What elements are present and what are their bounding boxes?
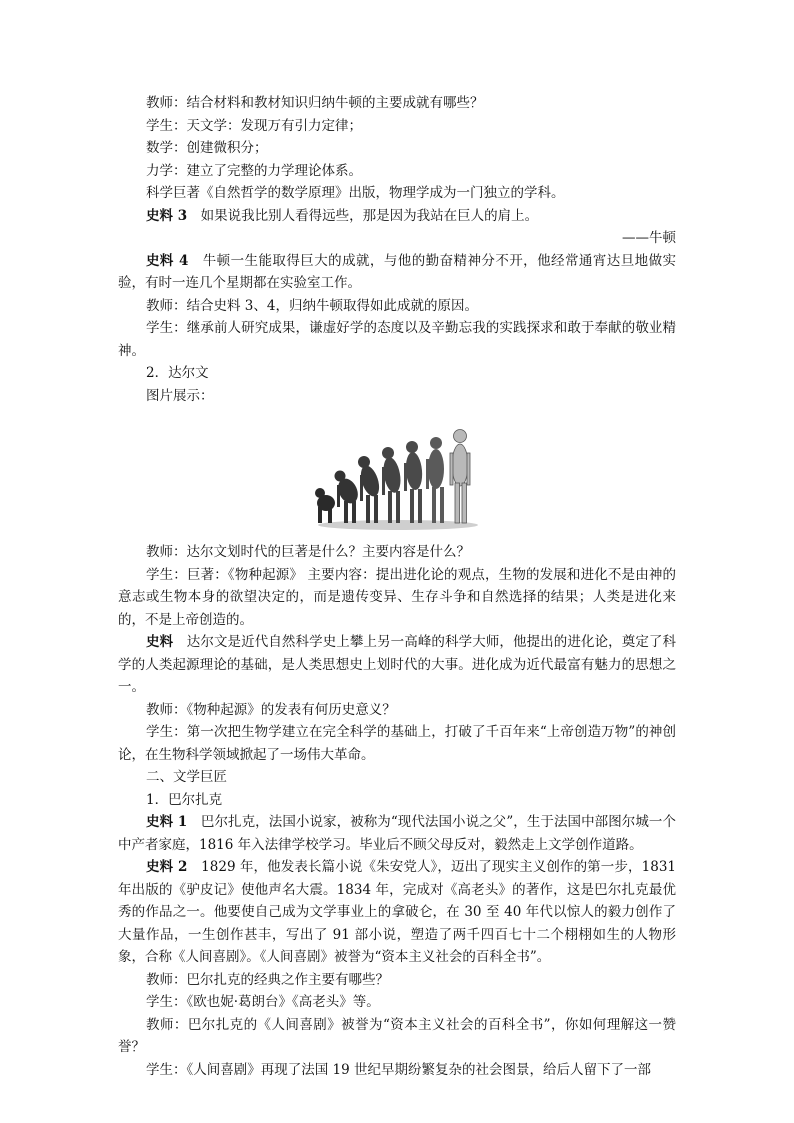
source-label: 史料 4 (146, 252, 189, 269)
text-line: 教师：《物种起源》的发表有何历史意义？ (146, 701, 396, 718)
source-paragraph (118, 205, 676, 228)
source-label: 史料 (146, 634, 174, 650)
text-line: 图片展示： (146, 387, 214, 404)
text-line: 教师：巴尔扎克的经典之作主要有哪些？ (146, 971, 389, 988)
source-paragraph (118, 250, 676, 295)
source-paragraph (118, 856, 676, 969)
source-paragraph (118, 631, 676, 699)
text-line: 教师：巴尔扎克的《人间喜剧》被誉为“资本主义社会的百科全书”，你如何理解这一赞誉？ (118, 1016, 676, 1055)
evolution-image (118, 419, 676, 531)
text-line: 教师：结合材料和教材知识归纳牛顿的主要成就有哪些？ (146, 95, 484, 111)
text-line: 学生：巨著：《物种起源》 主要内容：提出进化论的观点，生物的发展和进化不是由神的意志或生物本身的欲望决定的，而是遗传变异、生存斗争和自然选择的结果；人类是进化来的，不是上帝创造的。 (118, 566, 676, 628)
source-text: 如果说我比别人看得远些，那是因为我站在巨人的肩上。 (187, 207, 539, 224)
text-line: 学生：《人间喜剧》再现了法国 19 世纪早期纷繁复杂的社会图景，给后人留下了一部 (146, 1061, 652, 1078)
source-label: 史料 2 (146, 859, 188, 875)
section-heading: 二、文学巨匠 (146, 769, 227, 785)
text-line: 力学：建立了完整的力学理论体系。 (146, 162, 362, 179)
section-heading: 2．达尔文 (146, 365, 209, 381)
text-line: 数学：创建微积分； (146, 140, 268, 156)
section-heading: 1．巴尔扎克 (146, 791, 223, 808)
source-text: 牛顿一生能取得巨大的成就，与他的勤奋精神分不开，他经常通宵达旦地做实验，有时一连几个星期都在实验室工作。 (118, 252, 677, 291)
text-line: 学生：《欧也妮·葛朗台》《高老头》等。 (146, 994, 380, 1010)
human-evolution-illustration (312, 419, 482, 531)
text-line: 学生：第一次把生物学建立在完全科学的基础上，打破了千百年来“上帝创造万物”的神创论，在生物科学领域掀起了一场伟大革命。 (118, 724, 676, 763)
document-page (118, 92, 676, 1081)
text-line: 科学巨著《自然哲学的数学原理》出版，物理学成为一门独立的学科。 (146, 185, 565, 201)
source-text: 1829 年，他发表长篇小说《朱安党人》，迈出了现实主义创作的第一步，1831 年出版的《驴皮记》使他声名大震。1834 年，完成对《高老头》的著作，这是巴尔扎克最优秀的作品之一。他要使自己成为文学事业上的拿破仑，在 30 至 40 年代以惊人的毅力创作了大量作品，一生创作甚丰，写出了 91 部小说，塑造了两千四百七十二个栩栩如生的人物形象，合称《人间喜剧》。《人间喜剧》被誉为“资本主义社会的百科全书”。 (118, 859, 677, 965)
attribution: ——牛顿 (622, 230, 676, 246)
text-line: 教师：达尔文划时代的巨著是什么？主要内容是什么？ (146, 544, 470, 560)
source-text: 巴尔扎克，法国小说家，被称为“现代法国小说之父”，生于法国中部图尔城一个中产者家庭，1816 年入法律学校学习。毕业后不顾父母反对，毅然走上文学创作道路。 (118, 814, 676, 853)
source-paragraph (118, 811, 676, 856)
source-label: 史料 1 (146, 814, 188, 830)
text-line: 学生：天文学：发现万有引力定律； (146, 117, 362, 134)
text-line: 学生：继承前人研究成果，谦虚好学的态度以及辛勤忘我的实践探求和敢于奉献的敬业精神。 (118, 320, 676, 359)
text-line: 教师：结合史料 3、4，归纳牛顿取得如此成就的原因。 (146, 297, 478, 314)
source-label: 史料 3 (146, 207, 188, 224)
source-text: 达尔文是近代自然科学史上攀上另一高峰的科学大师，他提出的进化论，奠定了科学的人类起源理论的基础，是人类思想史上划时代的大事。进化成为近代最富有魅力的思想之一。 (118, 634, 677, 695)
